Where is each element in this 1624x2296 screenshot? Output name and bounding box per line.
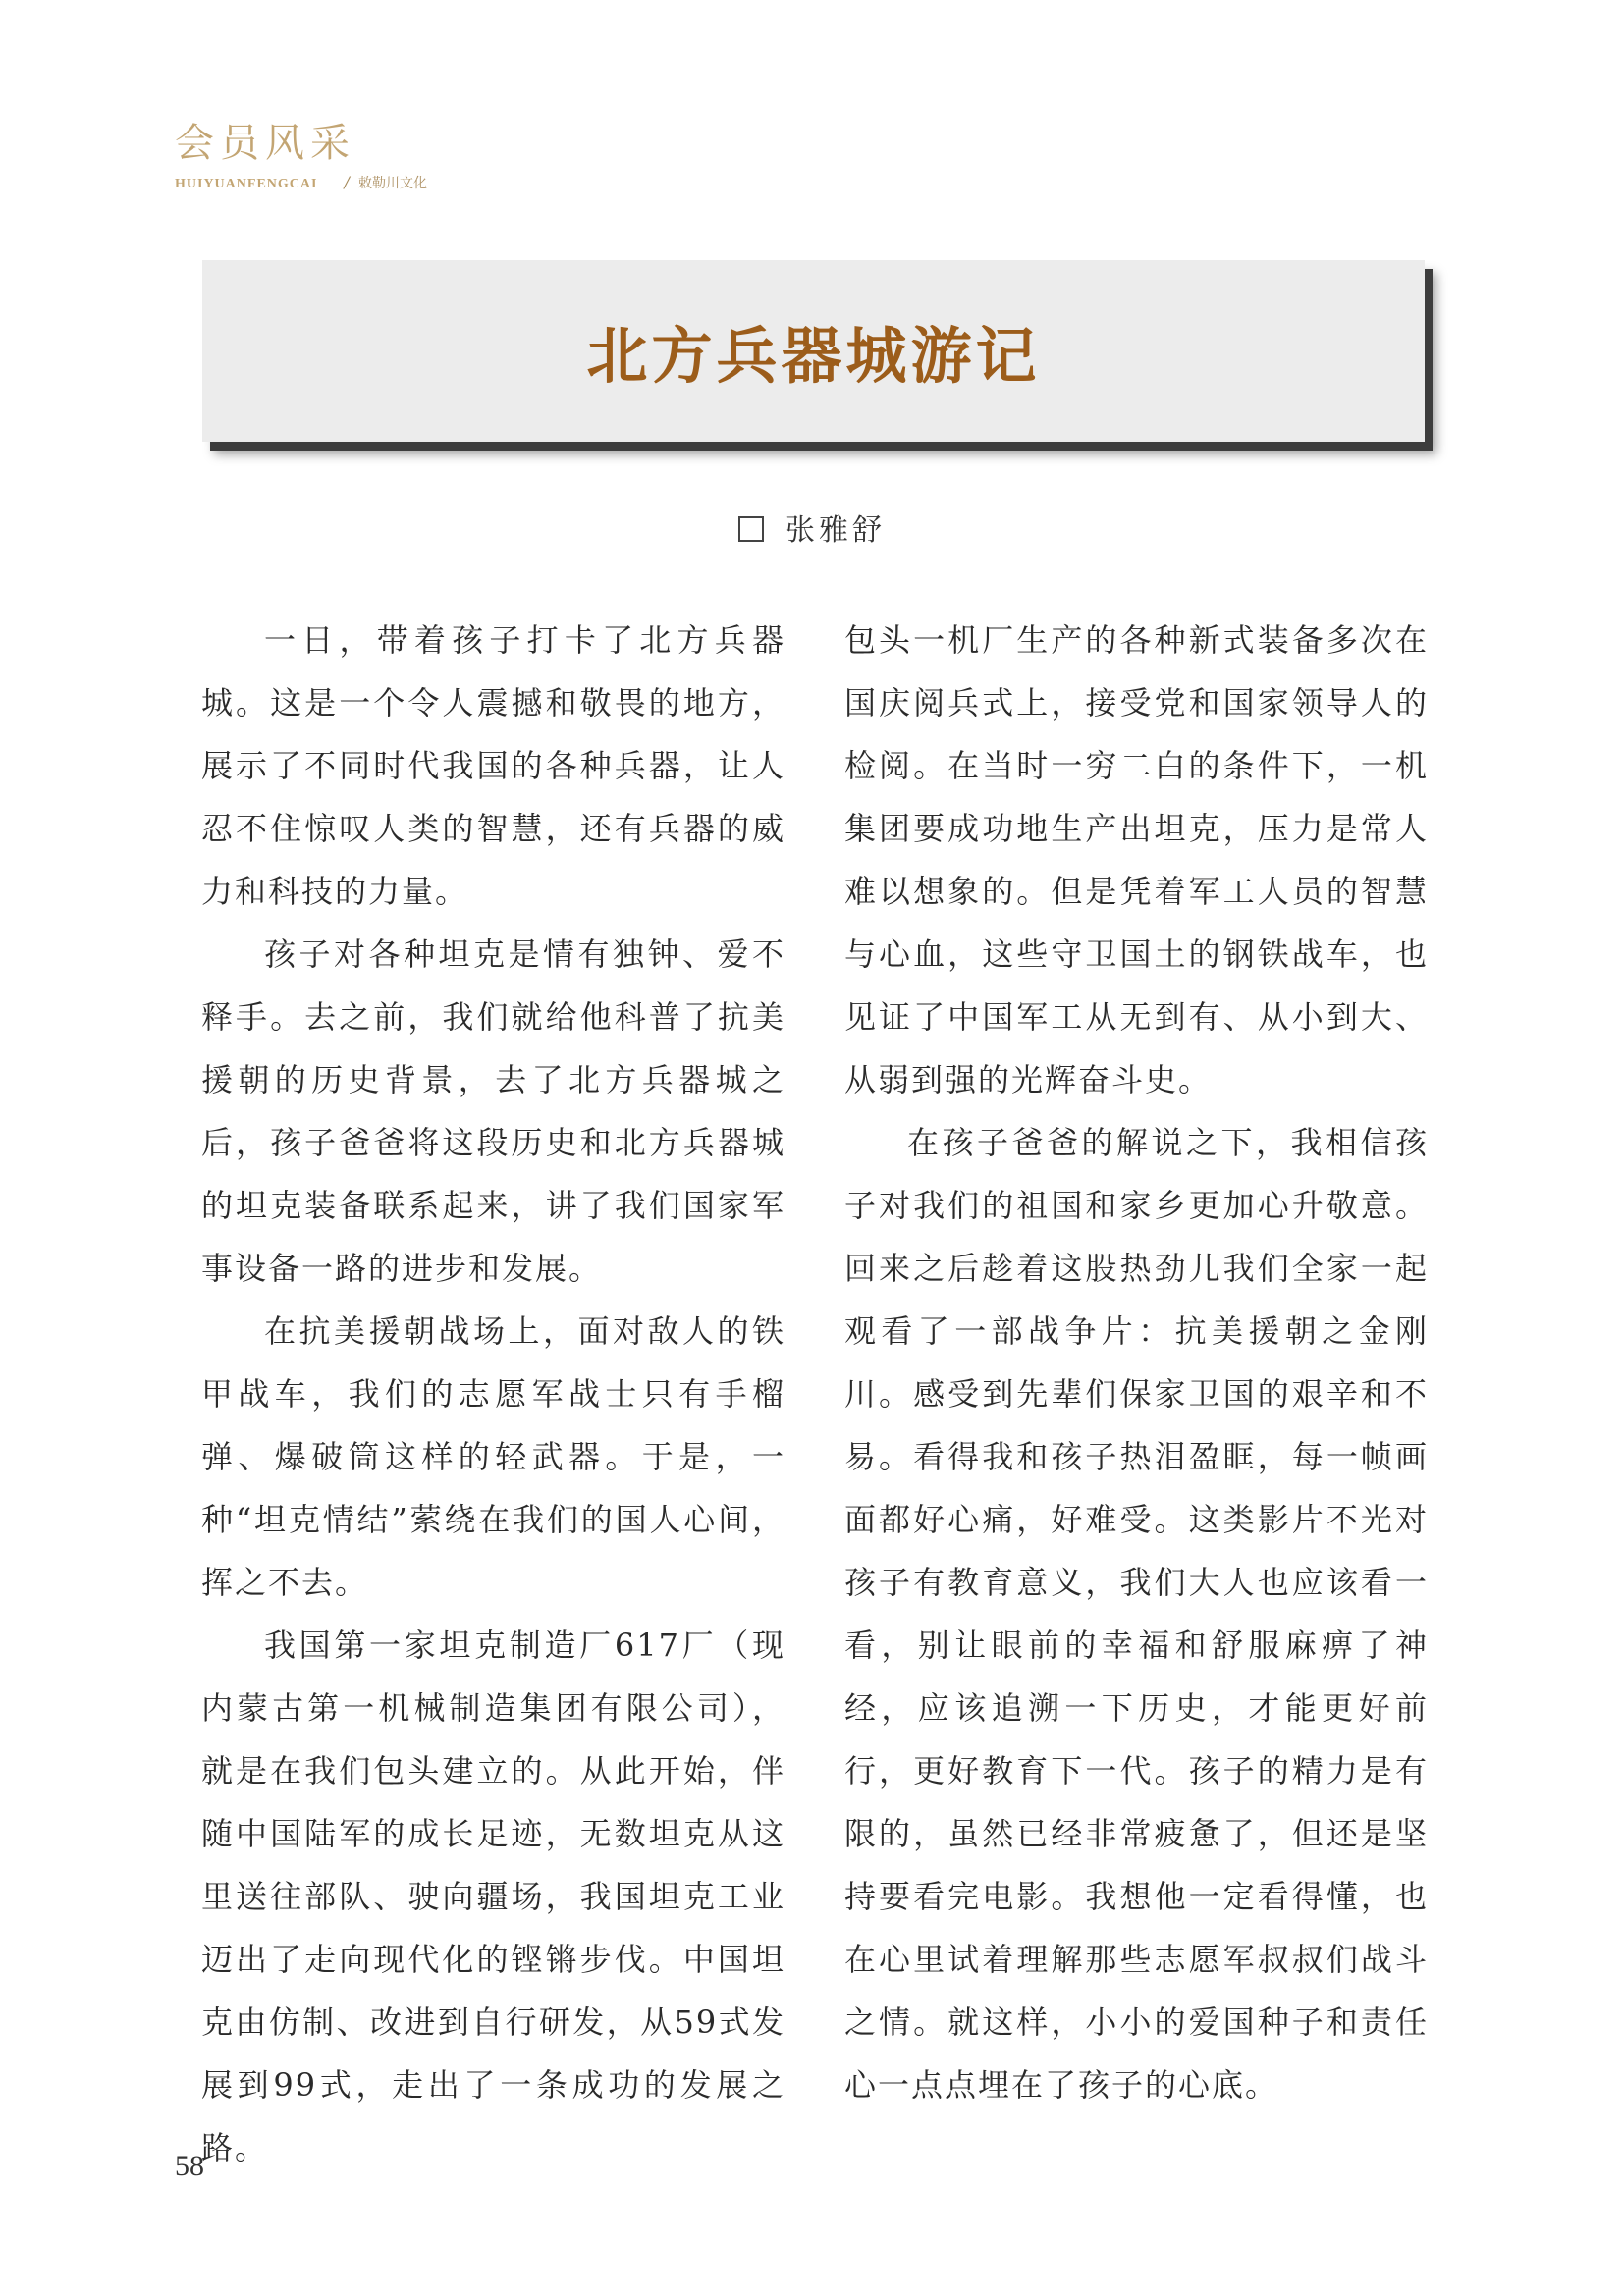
author-name: 张雅舒 <box>785 513 886 548</box>
square-bullet-icon <box>738 516 764 542</box>
article-title: 北方兵器城游记 <box>586 320 1041 392</box>
slash-divider-icon: / <box>344 173 350 191</box>
section-title: 会员风采 <box>175 121 355 166</box>
publication-brand: 敕勒川文化 <box>358 176 428 191</box>
section-subtitle-row <box>175 173 427 194</box>
page-number: 58 <box>175 2150 204 2182</box>
section-subtitle-pinyin: HUIYUANFENGCAI <box>175 177 318 191</box>
paragraph: 一日，带着孩子打卡了北方兵器城。这是一个令人震撼和敬畏的地方，展示了不同时代我国的各种兵器，让人忍不住惊叹人类的智慧，还有兵器的威力和科技的力量。 <box>201 621 785 910</box>
paragraph: 在孩子爸爸的解说之下，我相信孩子对我们的祖国和家乡更加心升敬意。回来之后趁着这股热劲儿我们全家一起观看了一部战争片：抗美援朝之金刚川。感受到先辈们保家卫国的艰辛和不易。看得我和孩子热泪盈眶，每一帧画面都好心痛，好难受。这类影片不光对孩子有教育意义，我们大人也应该看一看，别让眼前的幸福和舒服麻痹了神经，应该追溯一下历史，才能更好前行，更好教育下一代。孩子的精力是有限的，虽然已经非常疲惫了，但还是坚持要看完电影。我想他一定看得懂，也在心里试着理解那些志愿军叔叔们战斗之情。就这样，小小的爱国种子和责任心一点点埋在了孩子的心底。 <box>844 1124 1429 2104</box>
paragraph: 孩子对各种坦克是情有独钟、爱不释手。去之前，我们就给他科普了抗美援朝的历史背景，去了北方兵器城之后，孩子爸爸将这段历史和北方兵器城的坦克装备联系起来，讲了我们国家军事设备一路的进步和发展。 <box>201 935 785 1287</box>
paragraph: 我国第一家坦克制造厂617厂（现内蒙古第一机械制造集团有限公司），就是在我们包头建立的。从此开始，伴随中国陆军的成长足迹，无数坦克从这里送往部队、驶向疆场，我国坦克工业迈出了走向现代化的铿锵步伐。中国坦克由仿制、改进到自行研发，从59式发展到99式，走出了一条成功的发展之路。 <box>201 1627 785 2166</box>
article-column-left <box>201 609 785 2166</box>
article-title-banner <box>202 260 1425 442</box>
paragraph-continuation: 包头一机厂生产的各种新式装备多次在国庆阅兵式上，接受党和国家领导人的检阅。在当时一穷二白的条件下，一机集团要成功地生产出坦克，压力是常人难以想象的。但是凭着军工人员的智慧与心血，这些守卫国土的钢铁战车，也见证了中国军工从无到有、从小到大、从弱到强的光辉奋斗史。 <box>844 621 1429 1098</box>
article-column-right <box>844 609 1429 2104</box>
paragraph: 在抗美援朝战场上，面对敌人的铁甲战车，我们的志愿军战士只有手榴弹、爆破筒这样的轻武器。于是，一种“坦克情结”萦绕在我们的国人心间，挥之不去。 <box>201 1312 785 1601</box>
byline <box>0 506 1624 549</box>
section-header <box>175 116 587 194</box>
